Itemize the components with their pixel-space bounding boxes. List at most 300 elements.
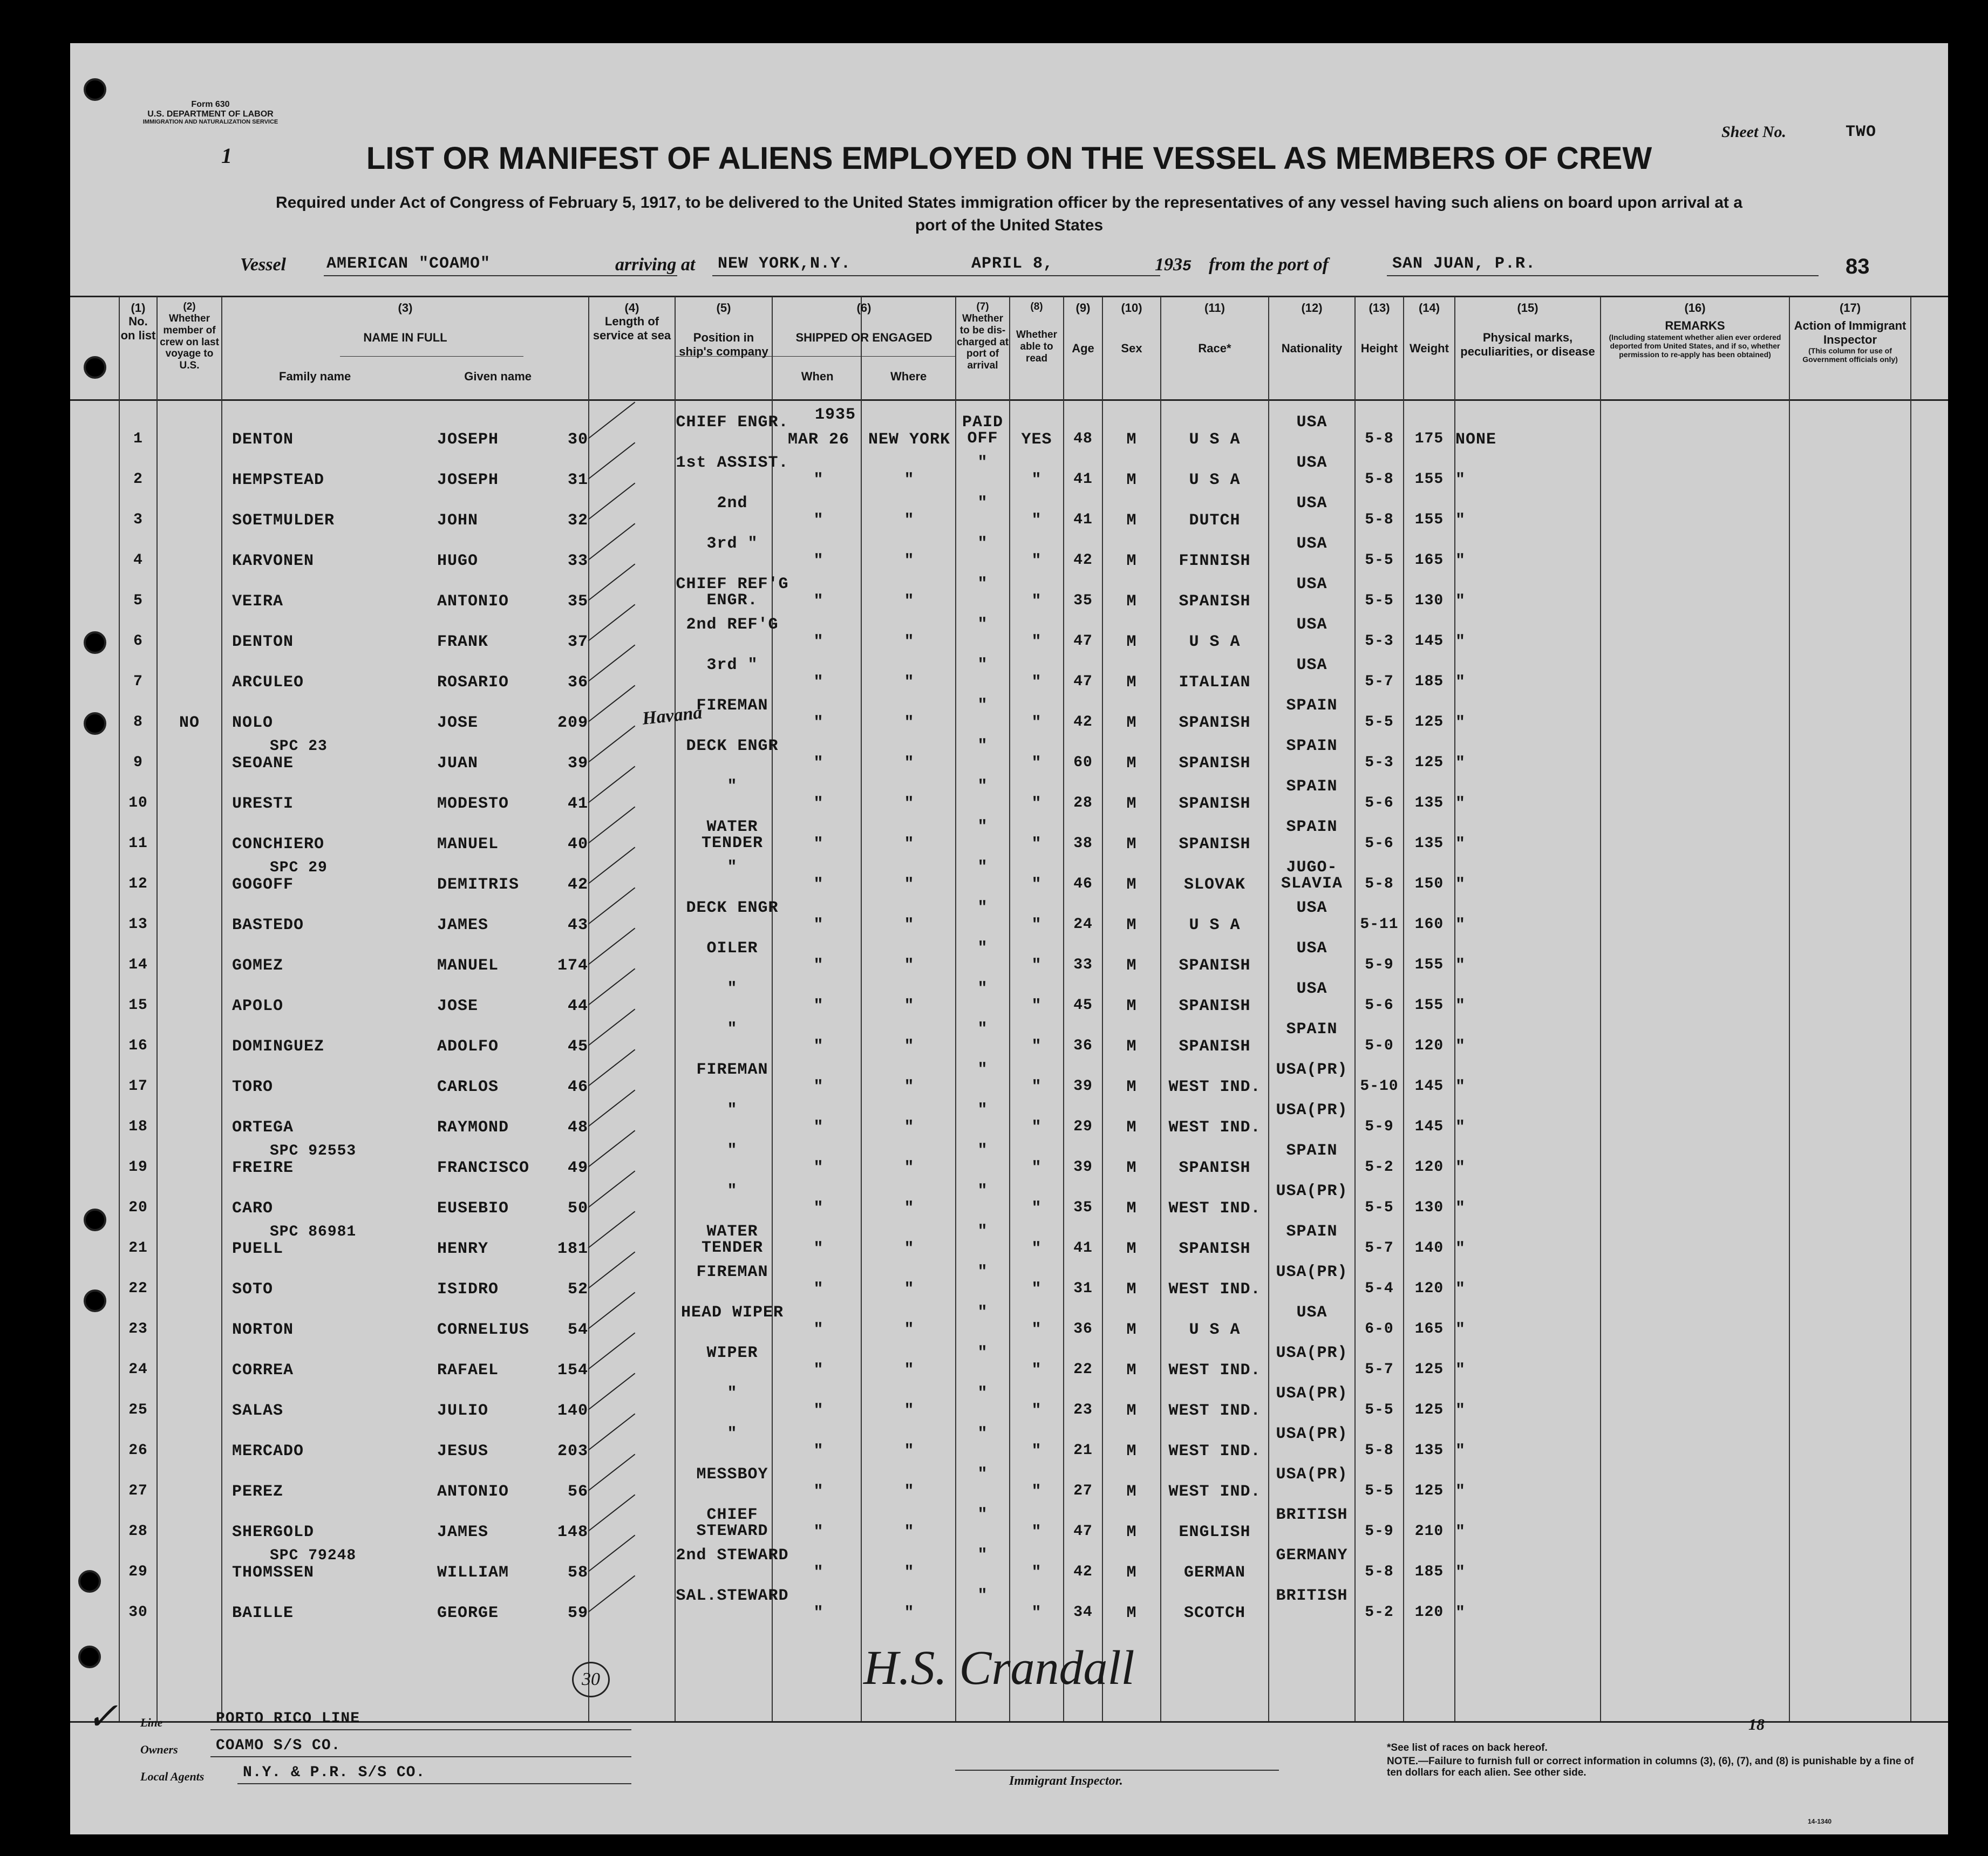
shipped-where: " [904,1483,915,1501]
race: FINNISH [1179,552,1251,570]
weight: 120 [1414,1038,1444,1054]
race: SPANISH [1179,1159,1251,1177]
family-name: TORO [232,1078,274,1096]
family-name: URESTI [232,795,294,813]
agents-label: Local Agents [140,1770,205,1783]
row-number: 1 [133,431,143,447]
col-num: (3) [398,301,413,315]
age: 34 [1073,1604,1093,1621]
physical-marks: " [1455,1078,1466,1096]
weight: 145 [1414,633,1444,650]
shipped-when: " [813,1118,824,1137]
nationality: USA [1296,980,1327,998]
weight: 120 [1414,1280,1444,1297]
weight: 125 [1414,1402,1444,1418]
shipped-where: " [904,1523,915,1541]
position: " [727,980,738,998]
position: 1st ASSIST. [676,454,789,472]
race: U S A [1189,431,1241,449]
sex: M [1126,673,1137,692]
given-name: WILLIAM [437,1564,509,1582]
table-row [70,491,1948,531]
physical-marks: " [1455,633,1466,651]
sex: M [1126,795,1137,813]
sex: M [1126,835,1137,854]
table-row [70,896,1948,936]
col-num: (17) [1839,301,1861,315]
page-mark: 1 [221,144,232,168]
discharged: " [977,1020,988,1039]
sex: M [1126,592,1137,611]
subtitle-line-2: port of the United States [915,216,1104,234]
family-name: NOLO [232,714,274,732]
shipped-where: " [904,754,915,773]
physical-marks: " [1455,916,1466,934]
nationality: USA [1296,939,1327,958]
shipped-where: " [904,1118,915,1137]
able-to-read: " [1031,916,1042,934]
col-header-race [1161,301,1268,356]
row-number: 7 [133,673,143,690]
shipped-where: " [904,1240,915,1258]
page-number: 83 [1846,255,1870,278]
physical-marks: " [1455,1361,1466,1380]
row-number: 11 [128,835,148,852]
row-number: 14 [128,957,148,973]
physical-marks: " [1455,673,1466,692]
weight: 160 [1414,916,1444,933]
discharged: " [977,656,988,674]
shipped-where: NEW YORK [868,431,951,449]
sex: M [1126,714,1137,732]
col-header-physical [1455,301,1600,358]
table-row [70,1341,1948,1381]
punch-hole [78,1570,101,1593]
crew-id: 43 [567,916,588,934]
family-name: PEREZ [232,1483,284,1501]
position: MESSBOY [696,1465,768,1484]
crew-id: 50 [567,1199,588,1218]
family-name-header: Family name [279,369,351,383]
margin-mark: 18 [1748,1716,1765,1734]
row-number: 27 [128,1483,148,1499]
able-to-read: " [1031,1483,1042,1501]
discharged: " [977,1425,988,1443]
position: CHIEF REF'G ENGR. [676,575,789,610]
nationality: USA(PR) [1276,1101,1348,1120]
discharged: " [977,697,988,715]
family-name: KARVONEN [232,552,315,570]
owners-value: COAMO S/S CO. [216,1737,341,1754]
height: 5-2 [1365,1159,1394,1176]
discharged: " [977,1263,988,1281]
physical-marks: " [1455,997,1466,1015]
table-row [70,1138,1948,1179]
vessel-underline [324,275,677,276]
sex: M [1126,1523,1137,1541]
col-num: (14) [1418,301,1440,315]
table-row [70,815,1948,855]
given-name: MANUEL [437,957,499,975]
discharged: " [977,1061,988,1079]
col-num: (4) [624,301,639,315]
manifest-sheet [70,43,1948,1834]
arrival-year [1155,255,1192,275]
shipped-where: " [904,1038,915,1056]
shipped-where: " [904,1078,915,1096]
shipped-when: " [813,795,824,813]
year-prefix: 193 [1155,255,1182,275]
physical-marks: " [1455,754,1466,773]
physical-marks: " [1455,552,1466,570]
given-name: DEMITRIS [437,876,520,894]
col-header-no [120,301,156,342]
weight: 130 [1414,1199,1444,1216]
position: " [727,1142,738,1160]
able-to-read: " [1031,1321,1042,1339]
weight: 135 [1414,835,1444,852]
crew-id: 32 [567,511,588,530]
given-name: ROSARIO [437,673,509,692]
race: GERMAN [1183,1564,1246,1582]
physical-marks: " [1455,1523,1466,1541]
position: FIREMAN [696,1263,768,1281]
given-name: ADOLFO [437,1038,499,1056]
physical-marks: " [1455,1280,1466,1299]
shipped-when: " [813,1159,824,1177]
shipped-when: " [813,1361,824,1380]
able-to-read: YES [1021,431,1052,449]
races-note: *See list of races on back hereof. [1387,1742,1548,1753]
physical-marks: " [1455,1038,1466,1056]
nationality: SPAIN [1286,1223,1338,1241]
position: " [727,1384,738,1403]
table-row [70,531,1948,572]
row-number: 22 [128,1280,148,1297]
family-name: ARCULEO [232,673,304,692]
col-num: (16) [1684,301,1706,315]
shipped-when: " [813,714,824,732]
table-row [70,612,1948,653]
given-name: FRANCISCO [437,1159,530,1177]
shipped-when: " [813,916,824,934]
sex: M [1126,633,1137,651]
col-header-age [1064,301,1102,356]
row-number: 19 [128,1159,148,1176]
col-num: (1) [131,301,146,315]
position: " [727,1182,738,1200]
race: WEST IND. [1168,1442,1261,1461]
sheet-label: Sheet No. [1721,123,1786,141]
shipped-where: " [904,471,915,489]
nationality: USA [1296,1304,1327,1322]
weight: 185 [1414,673,1444,690]
discharged: " [977,1384,988,1403]
race: SPANISH [1179,1240,1251,1258]
able-to-read: " [1031,1199,1042,1218]
discharged: " [977,939,988,958]
family-name: FREIRE [232,1159,294,1177]
physical-marks: NONE [1455,431,1497,449]
sex: M [1126,957,1137,975]
sex: M [1126,1199,1137,1218]
shipped-where: " [904,1280,915,1299]
physical-marks: " [1455,1402,1466,1420]
row-number: 8 [133,714,143,731]
weight: 120 [1414,1604,1444,1621]
punch-hole [84,631,106,654]
sex: M [1126,754,1137,773]
line-label: Line [140,1716,163,1729]
table-row [70,1300,1948,1341]
col-label: Age [1072,342,1094,356]
able-to-read: " [1031,1361,1042,1380]
weight: 135 [1414,795,1444,811]
race: SLOVAK [1183,876,1246,894]
arriving-port: NEW YORK,N.Y. [718,255,852,273]
race: WEST IND. [1168,1280,1261,1299]
nationality: USA [1296,535,1327,553]
height: 5-8 [1365,471,1394,488]
family-name: DENTON [232,431,294,449]
weight: 120 [1414,1159,1444,1176]
age: 29 [1073,1118,1093,1135]
table-row [70,572,1948,612]
table-row [70,1260,1948,1300]
table-row [70,936,1948,977]
height: 5-2 [1365,1604,1394,1621]
shipped-when: " [813,1199,824,1218]
age: 39 [1073,1078,1093,1095]
shipped-where: " [904,916,915,934]
nationality: SPAIN [1286,1142,1338,1160]
table-row [70,1584,1948,1624]
physical-marks: " [1455,876,1466,894]
position: FIREMAN [696,697,768,715]
position: OILER [706,939,758,958]
height: 5-7 [1365,1361,1394,1378]
row-number: 15 [128,997,148,1014]
sex: M [1126,431,1137,449]
given-name: EUSEBIO [437,1199,509,1218]
discharged: " [977,1142,988,1160]
agents-value: N.Y. & P.R. S/S CO. [243,1764,426,1781]
from-port-label: from the port of [1209,255,1329,275]
col-num: (13) [1369,301,1390,315]
discharged: " [977,858,988,877]
discharged: " [977,1223,988,1241]
sex: M [1126,1240,1137,1258]
race: SPANISH [1179,795,1251,813]
shipped-where: " [904,511,915,530]
signature-line [955,1770,1279,1771]
discharged: " [977,575,988,593]
row-number: 23 [128,1321,148,1338]
row-number: 4 [133,552,143,569]
position: WIPER [706,1344,758,1362]
weight: 155 [1414,997,1444,1014]
height: 5-0 [1365,1038,1394,1054]
height: 5-7 [1365,1240,1394,1257]
shipped-when: " [813,997,824,1015]
weight: 145 [1414,1118,1444,1135]
row-number: 2 [133,471,143,488]
family-name: SALAS [232,1402,284,1420]
nationality: JUGO-SLAVIA [1281,858,1343,893]
physical-marks: " [1455,714,1466,732]
shipped-when: " [813,1078,824,1096]
sex: M [1126,1564,1137,1582]
nationality: BRITISH [1276,1506,1348,1524]
shipped-when: " [813,471,824,489]
race: WEST IND. [1168,1402,1261,1420]
position: 2nd [717,494,748,513]
page-title: LIST OR MANIFEST OF ALIENS EMPLOYED ON THE VESSEL AS MEMBERS OF CREW [366,141,1652,176]
shipped-where: " [904,997,915,1015]
height: 5-4 [1365,1280,1394,1297]
able-to-read: " [1031,511,1042,530]
able-to-read: " [1031,1442,1042,1461]
position: 2nd STEWARD [676,1546,789,1565]
col-num: (12) [1301,301,1323,315]
family-name: CARO [232,1199,274,1218]
able-to-read: " [1031,1038,1042,1056]
age: 41 [1073,1240,1093,1257]
race: SPANISH [1179,754,1251,773]
family-name: THOMSSEN [232,1564,315,1582]
check-mark-icon: ✓ [86,1696,118,1738]
previous-voyage: NO [179,714,200,732]
family-name: GOGOFF [232,876,294,894]
col-label: Height [1360,342,1398,356]
physical-marks: " [1455,1118,1466,1137]
discharged: " [977,777,988,796]
table-row [70,1503,1948,1543]
crew-id: 203 [557,1442,588,1461]
punch-hole [84,1209,106,1231]
given-name: ANTONIO [437,592,509,611]
crew-id: 209 [557,714,588,732]
family-name: CONCHIERO [232,835,325,854]
sex: M [1126,552,1137,570]
shipped-where: " [904,1361,915,1380]
col-num: (5) [716,301,731,315]
given-name: JOSEPH [437,431,499,449]
col-label: Action of Immigrant Inspector [1794,319,1907,346]
nationality: SPAIN [1286,1020,1338,1039]
shipped-when: " [813,633,824,651]
position: " [727,858,738,877]
able-to-read: " [1031,1402,1042,1420]
nationality: USA(PR) [1276,1465,1348,1484]
position: WATER TENDER [701,1223,764,1257]
height: 5-8 [1365,876,1394,892]
given-name: CARLOS [437,1078,499,1096]
family-name: DOMINGUEZ [232,1038,325,1056]
race: SPANISH [1179,592,1251,611]
crew-id: 56 [567,1483,588,1501]
crew-id: 174 [557,957,588,975]
able-to-read: " [1031,1604,1042,1622]
service-name: IMMIGRATION AND NATURALIZATION SERVICE [142,119,278,126]
crew-id: 52 [567,1280,588,1299]
family-name: APOLO [232,997,284,1015]
crew-id: 30 [567,431,588,449]
physical-marks: " [1455,1321,1466,1339]
nationality: SPAIN [1286,777,1338,796]
weight: 125 [1414,1361,1444,1378]
family-name: NORTON [232,1321,294,1339]
height: 5-6 [1365,997,1394,1014]
weight: 210 [1414,1523,1444,1540]
discharged: " [977,454,988,472]
form-code: 14-1340 [1808,1818,1832,1825]
discharged: PAID OFF [962,413,1003,448]
race: SCOTCH [1183,1604,1246,1622]
height: 5-8 [1365,431,1394,447]
table-row [70,653,1948,693]
shipped-where: " [904,1402,915,1420]
race: SPANISH [1179,714,1251,732]
weight: 165 [1414,1321,1444,1338]
able-to-read: " [1031,1240,1042,1258]
physical-marks: " [1455,795,1466,813]
shipped-where: " [904,1604,915,1622]
able-to-read: " [1031,795,1042,813]
age: 36 [1073,1321,1093,1338]
age: 42 [1073,552,1093,569]
weight: 125 [1414,754,1444,771]
nationality: USA(PR) [1276,1182,1348,1200]
age: 33 [1073,957,1093,973]
sex: M [1126,1038,1137,1056]
col-num: (2) [183,301,196,312]
col-num: (15) [1517,301,1538,315]
age: 39 [1073,1159,1093,1176]
col-num: (7) [976,301,989,312]
sex: M [1126,916,1137,934]
shipped-where: " [904,795,915,813]
crew-id: 148 [557,1523,588,1541]
family-name: BASTEDO [232,916,304,934]
race: ITALIAN [1179,673,1251,692]
family-name: DENTON [232,633,294,651]
family-name: VEIRA [232,592,284,611]
department-name: U.S. DEPARTMENT OF LABOR [147,109,274,119]
shipped-when: MAR 26 [787,431,850,449]
shipped-where: " [904,552,915,570]
age: 42 [1073,1564,1093,1580]
shipped-when: " [813,1321,824,1339]
given-name: GEORGE [437,1604,499,1622]
crew-id: 36 [567,673,588,692]
shipped-when: " [813,1280,824,1299]
row-number: 16 [128,1038,148,1054]
race: WEST IND. [1168,1199,1261,1218]
shipped-where: " [904,876,915,894]
table-row [70,1462,1948,1503]
sex: M [1126,1159,1137,1177]
age: 47 [1073,633,1093,650]
position: DECK ENGR [686,737,779,755]
able-to-read: " [1031,673,1042,692]
row-number: 12 [128,876,148,892]
position: 2nd REF'G [686,616,779,634]
shipped-where: " [904,633,915,651]
punch-hole [78,1646,101,1668]
age: 36 [1073,1038,1093,1054]
given-name: JESUS [437,1442,489,1461]
